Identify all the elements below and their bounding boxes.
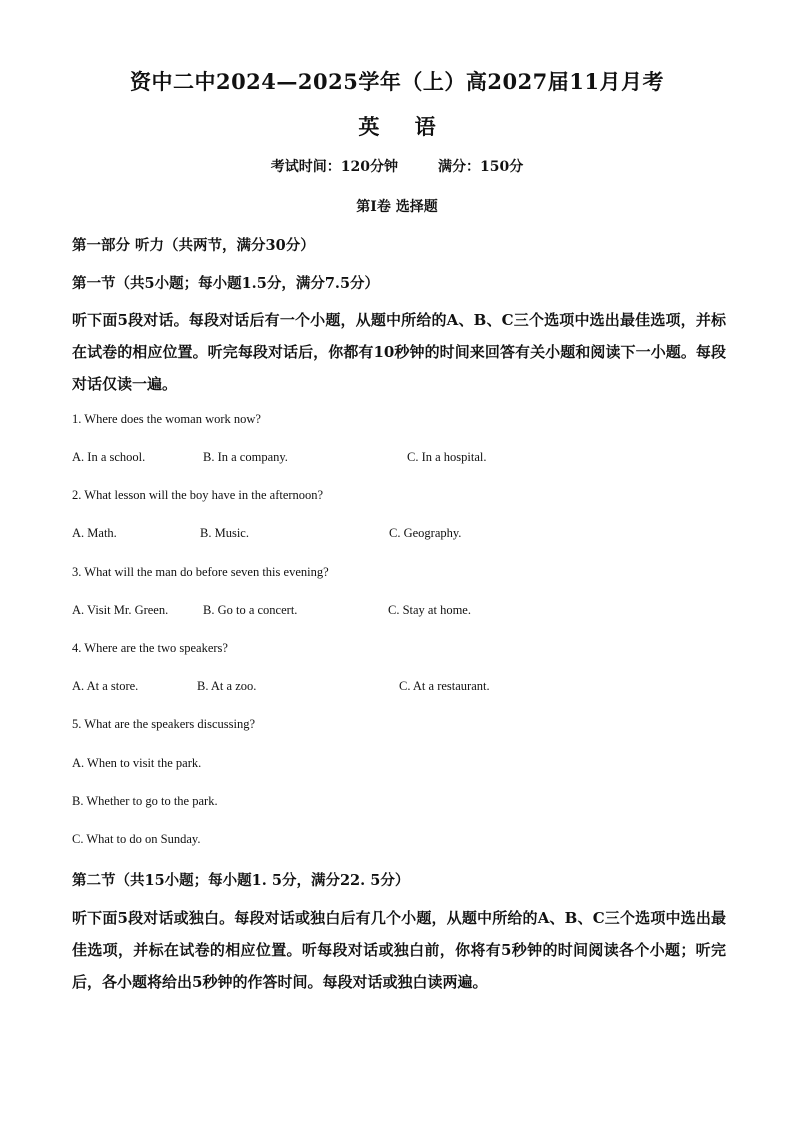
question-stem: 1. Where does the woman work now? bbox=[72, 412, 261, 426]
option-c: C. What to do on Sunday. bbox=[72, 832, 201, 846]
exam-time: 考试时间：120分钟 bbox=[270, 159, 398, 175]
question-stem: 4. Where are the two speakers? bbox=[72, 641, 228, 655]
part1-heading: 第一部分 听力（共两节，满分30分） bbox=[72, 237, 315, 254]
volume-heading: 第I卷 选择题 bbox=[356, 199, 438, 215]
option-c: C. Geography. bbox=[389, 526, 462, 540]
question-stem: 5. What are the speakers discussing? bbox=[72, 717, 256, 731]
exam-title: 资中二中2024—2025学年（上）高2027届11月月考 bbox=[129, 69, 665, 94]
option-a: A. At a store. bbox=[72, 679, 139, 693]
option-c: C. At a restaurant. bbox=[399, 679, 490, 693]
option-c: C. In a hospital. bbox=[407, 450, 487, 464]
option-b: B. Go to a concert. bbox=[203, 603, 298, 617]
option-b: B. At a zoo. bbox=[197, 679, 257, 693]
option-b: B. Music. bbox=[200, 526, 249, 540]
option-b: B. In a company. bbox=[203, 450, 288, 464]
section2-heading: 第二节（共15小题；每小题1. 5分，满分22. 5分） bbox=[72, 872, 410, 889]
section1-heading: 第一节（共5小题；每小题1.5分，满分7.5分） bbox=[72, 275, 380, 292]
full-score: 满分：150分 bbox=[438, 159, 524, 175]
subject-title: 英 语 bbox=[358, 114, 436, 139]
question-stem: 3. What will the man do before seven this evening? bbox=[72, 565, 329, 579]
option-a: A. Math. bbox=[72, 526, 117, 540]
option-a: A. Visit Mr. Green. bbox=[72, 603, 169, 617]
option-a: A. In a school. bbox=[72, 450, 146, 464]
exam-info bbox=[0, 156, 794, 176]
option-a: A. When to visit the park. bbox=[72, 756, 202, 770]
section1-instructions: 听下面5段对话。每段对话后有一个小题，从题中所给的A、B、C三个选项中选出最佳选项，并标在试卷的相应位置。听完每段对话后，你都有10秒钟的时间来回答有关小题和阅读下一小题。每段对话仅读一遍。 bbox=[72, 311, 726, 393]
section2-instructions: 听下面5段对话或独白。每段对话或独白后有几个小题，从题中所给的A、B、C三个选项中选出最佳选项，并标在试卷的相应位置。听每段对话或独白前，你将有5秒钟的时间阅读各个小题；听完后，各小题将给出5秒钟的作答时间。每段对话或独白读两遍。 bbox=[72, 909, 726, 991]
option-b: B. Whether to go to the park. bbox=[72, 794, 218, 808]
option-c: C. Stay at home. bbox=[388, 603, 471, 617]
question-stem: 2. What lesson will the boy have in the afternoon? bbox=[72, 488, 324, 502]
